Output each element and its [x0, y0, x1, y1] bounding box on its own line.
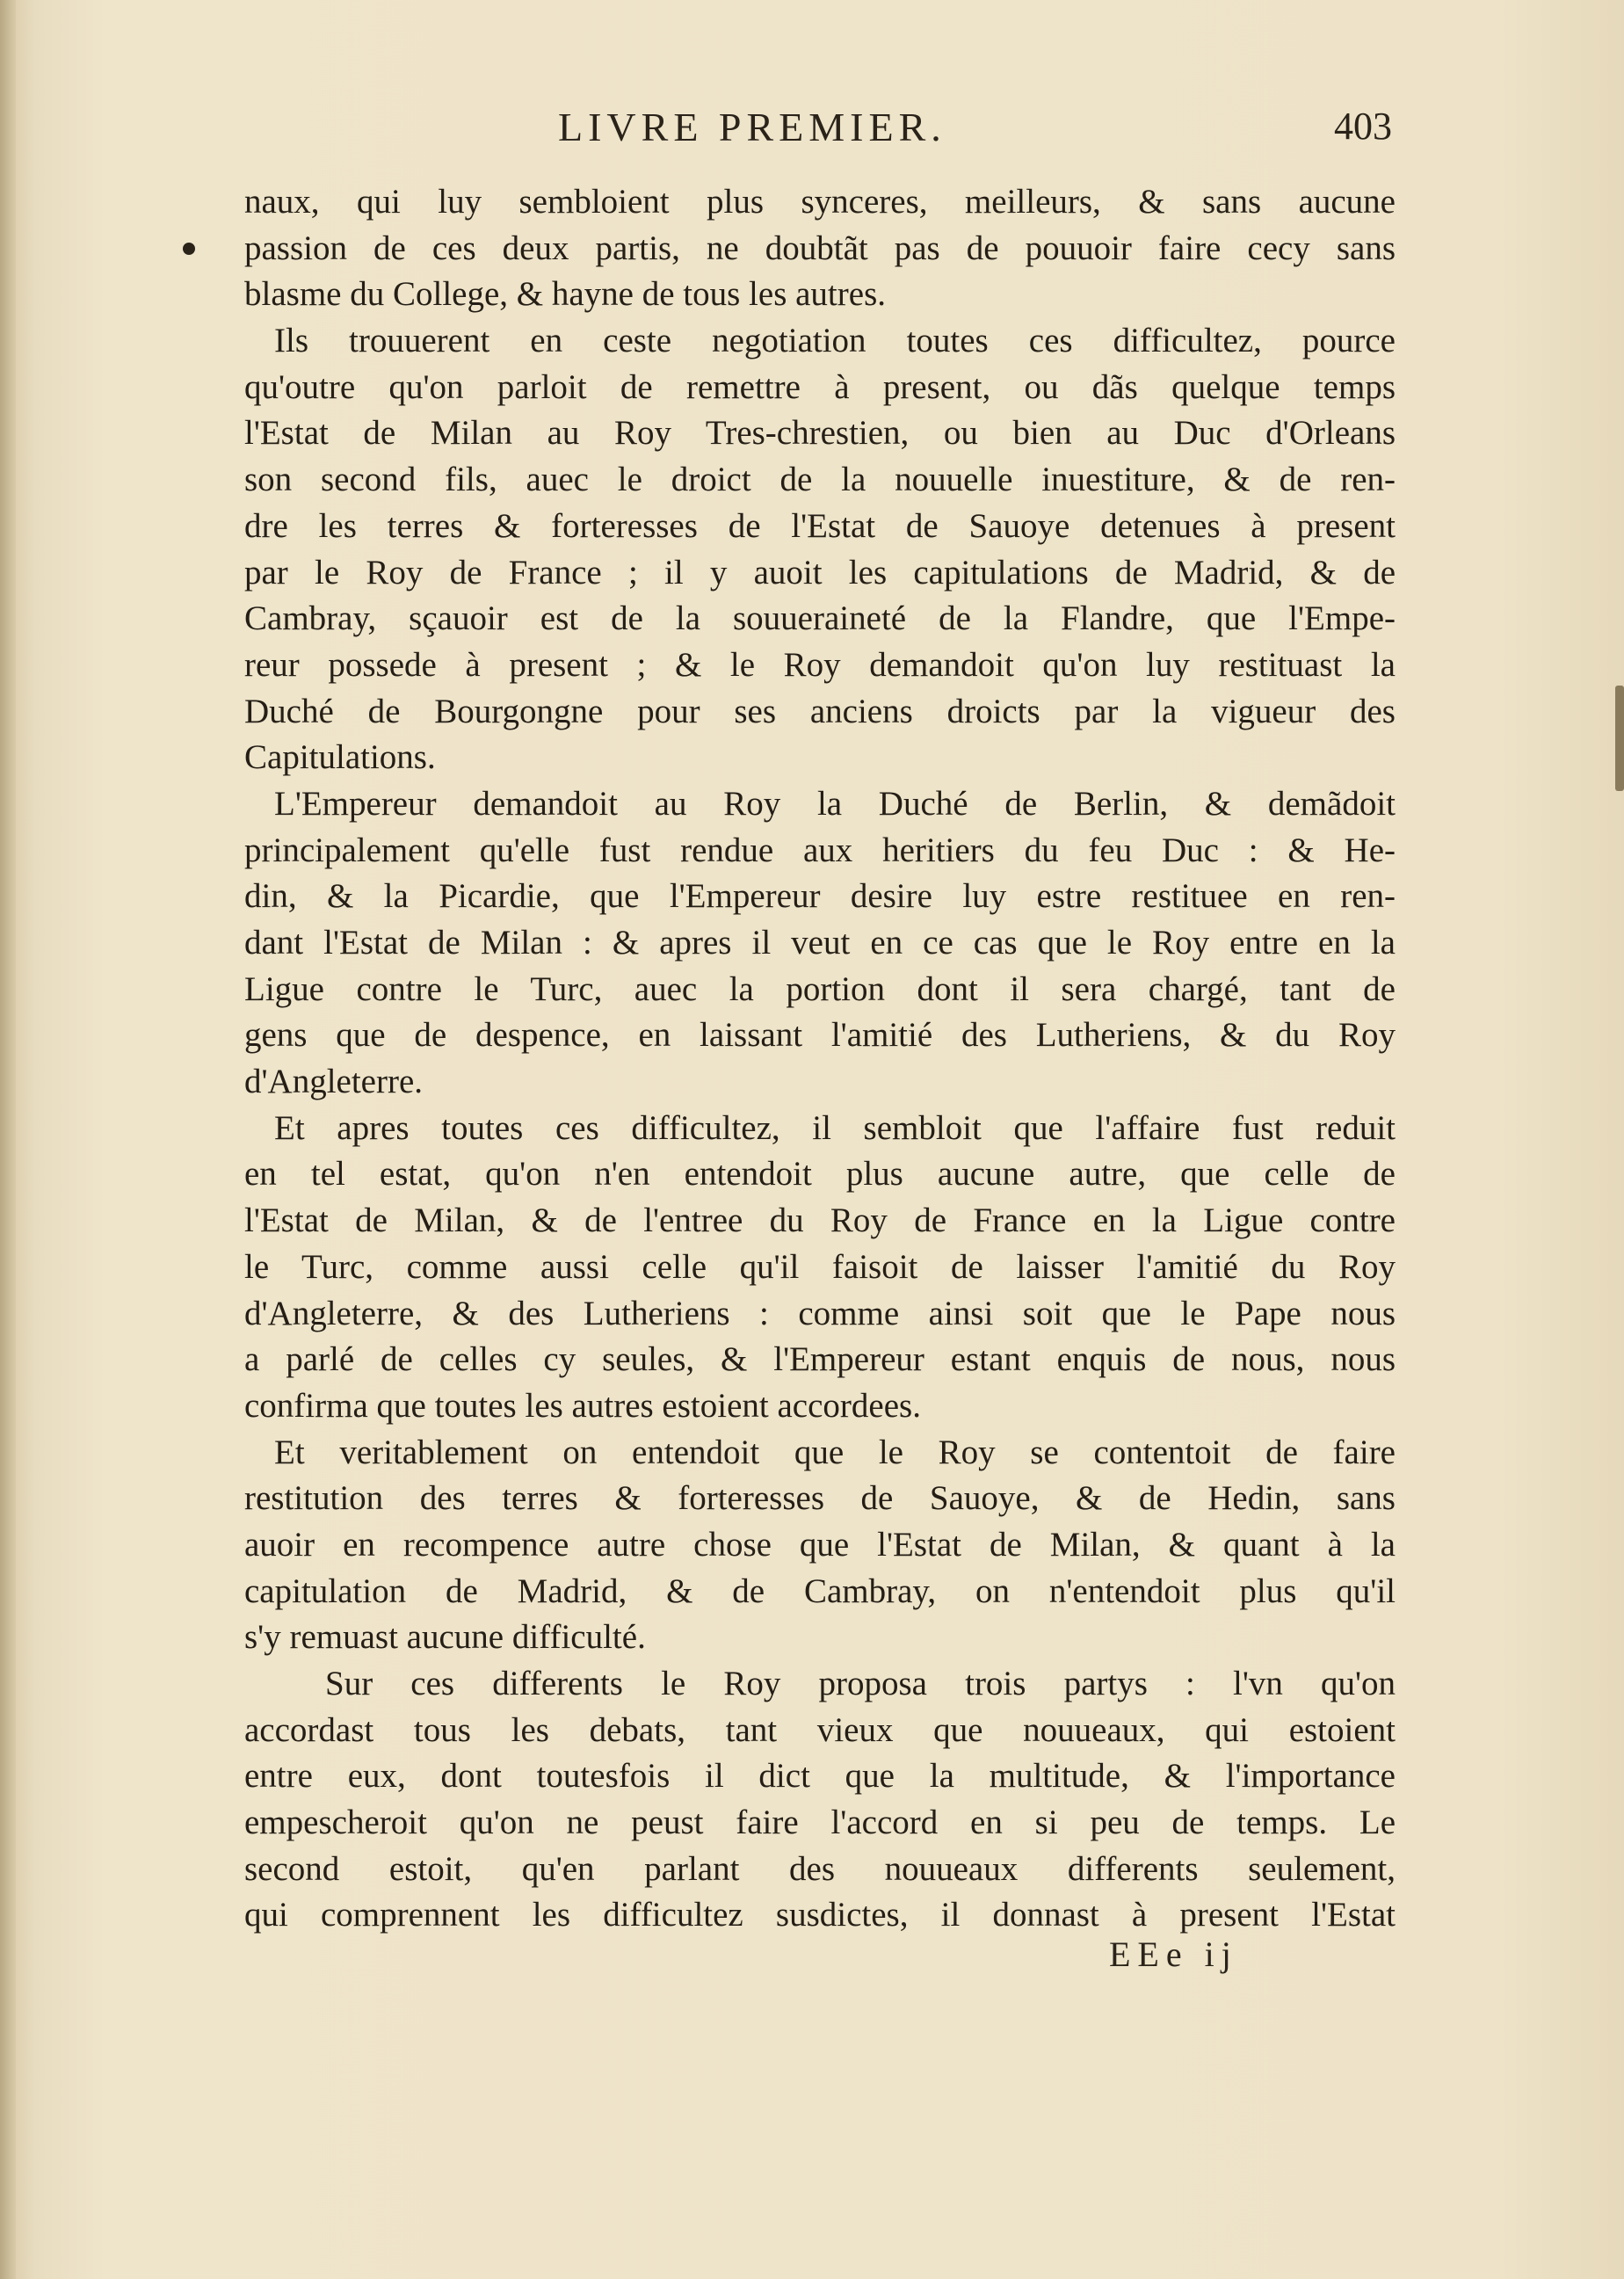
page-gutter-edge	[0, 0, 16, 2279]
page-header	[0, 104, 1624, 165]
text-line: dre les terres & forteresses de l'Estat de Sauoye detenues à present	[244, 506, 1396, 545]
text-line: d'Angleterre, & des Lutheriens : comme ainsi soit que le Pape nous	[244, 1294, 1396, 1332]
text-line: empescheroit qu'on ne peust faire l'accord en si peu de temps. Le	[244, 1804, 1396, 1842]
text-line: Cambray, sçauoir est de la souueraineté de la Flandre, que l'Empe-	[244, 599, 1396, 638]
text-line: accordast tous les debats, tant vieux que nouueaux, qui estoient	[244, 1710, 1396, 1749]
ink-dot	[183, 243, 195, 255]
text-line: a parlé de celles cy seules, & l'Empereur estant enquis de nous, nous	[244, 1340, 1396, 1379]
text-line: Duché de Bourgongne pour ses anciens droicts par la vigueur des	[244, 692, 1396, 730]
body-text	[244, 179, 1396, 1939]
page-edge-mark	[1615, 686, 1624, 791]
text-line: Sur ces differents le Roy proposa trois partys : l'vn qu'on	[325, 1665, 1396, 1702]
text-line: Capitulations.	[244, 738, 436, 777]
text-line: son second fils, auec le droict de la nouuelle inuestiture, & de ren-	[244, 461, 1396, 499]
text-line: entre eux, dont toutesfois il dict que la multitude, & l'importance	[244, 1757, 1396, 1796]
text-line: Ligue contre le Turc, auec la portion dont il sera chargé, tant de	[244, 969, 1396, 1008]
text-line: gens que de despence, en laissant l'amitié des Lutheriens, & du Roy	[244, 1016, 1396, 1055]
text-line: blasme du College, & hayne de tous les autres.	[244, 275, 886, 314]
text-line: capitulation de Madrid, & de Cambray, on n'entendoit plus qu'il	[244, 1571, 1396, 1610]
text-line: naux, qui luy sembloient plus synceres, meilleurs, & sans aucune	[244, 183, 1396, 221]
running-title: LIVRE PREMIER.	[558, 105, 946, 149]
text-line: par le Roy de France ; il y auoit les capitulations de Madrid, & de	[244, 553, 1396, 592]
text-line: L'Empereur demandoit au Roy la Duché de Berlin, & demãdoit	[274, 784, 1396, 823]
text-line: confirma que toutes les autres estoient accordees.	[244, 1386, 921, 1425]
text-line: l'Estat de Milan, & de l'entree du Roy de France en la Ligue contre	[244, 1201, 1396, 1240]
text-line: restitution des terres & forteresses de Sauoye, & de Hedin, sans	[244, 1479, 1396, 1518]
text-line: l'Estat de Milan au Roy Tres-chrestien, ou bien au Duc d'Orleans	[244, 414, 1396, 453]
text-line: auoir en recompence autre chose que l'Estat de Milan, & quant à la	[244, 1525, 1396, 1564]
text-line: Ils trouuerent en ceste negotiation toutes ces difficultez, pource	[274, 322, 1396, 360]
text-line: principalement qu'elle fust rendue aux heritiers du feu Duc : & He-	[244, 831, 1396, 869]
text-line: passion de ces deux partis, ne doubtãt pas de pouuoir faire cecy sans	[244, 229, 1396, 267]
text-line: reur possede à present ; & le Roy demandoit qu'on luy restituast la	[244, 645, 1396, 684]
text-line: le Turc, comme aussi celle qu'il faisoit de laisser l'amitié du Roy	[244, 1247, 1396, 1286]
text-line: Et apres toutes ces difficultez, il sembloit que l'affaire fust reduit	[274, 1108, 1396, 1147]
text-line: d'Angleterre.	[244, 1063, 424, 1101]
text-line: dant l'Estat de Milan : & apres il veut en ce cas que le Roy entre en la	[244, 924, 1396, 962]
page-number: 403	[1334, 105, 1392, 148]
signature-mark: EEe ij	[1109, 1934, 1238, 1974]
text-line: s'y remuast aucune difficulté.	[244, 1618, 646, 1657]
text-line: din, & la Picardie, que l'Empereur desire luy estre restituee en ren-	[244, 877, 1396, 916]
text-line: qui comprennent les difficultez susdictes, il donnast à present l'Estat	[244, 1896, 1396, 1934]
text-line: en tel estat, qu'on n'en entendoit plus aucune autre, que celle de	[244, 1155, 1396, 1194]
text-line: Et veritablement on entendoit que le Roy se contentoit de faire	[274, 1433, 1396, 1471]
text-line: second estoit, qu'en parlant des nouueaux differents seulement,	[244, 1849, 1396, 1888]
text-line: qu'outre qu'on parloit de remettre à present, ou dãs quelque temps	[244, 367, 1396, 406]
